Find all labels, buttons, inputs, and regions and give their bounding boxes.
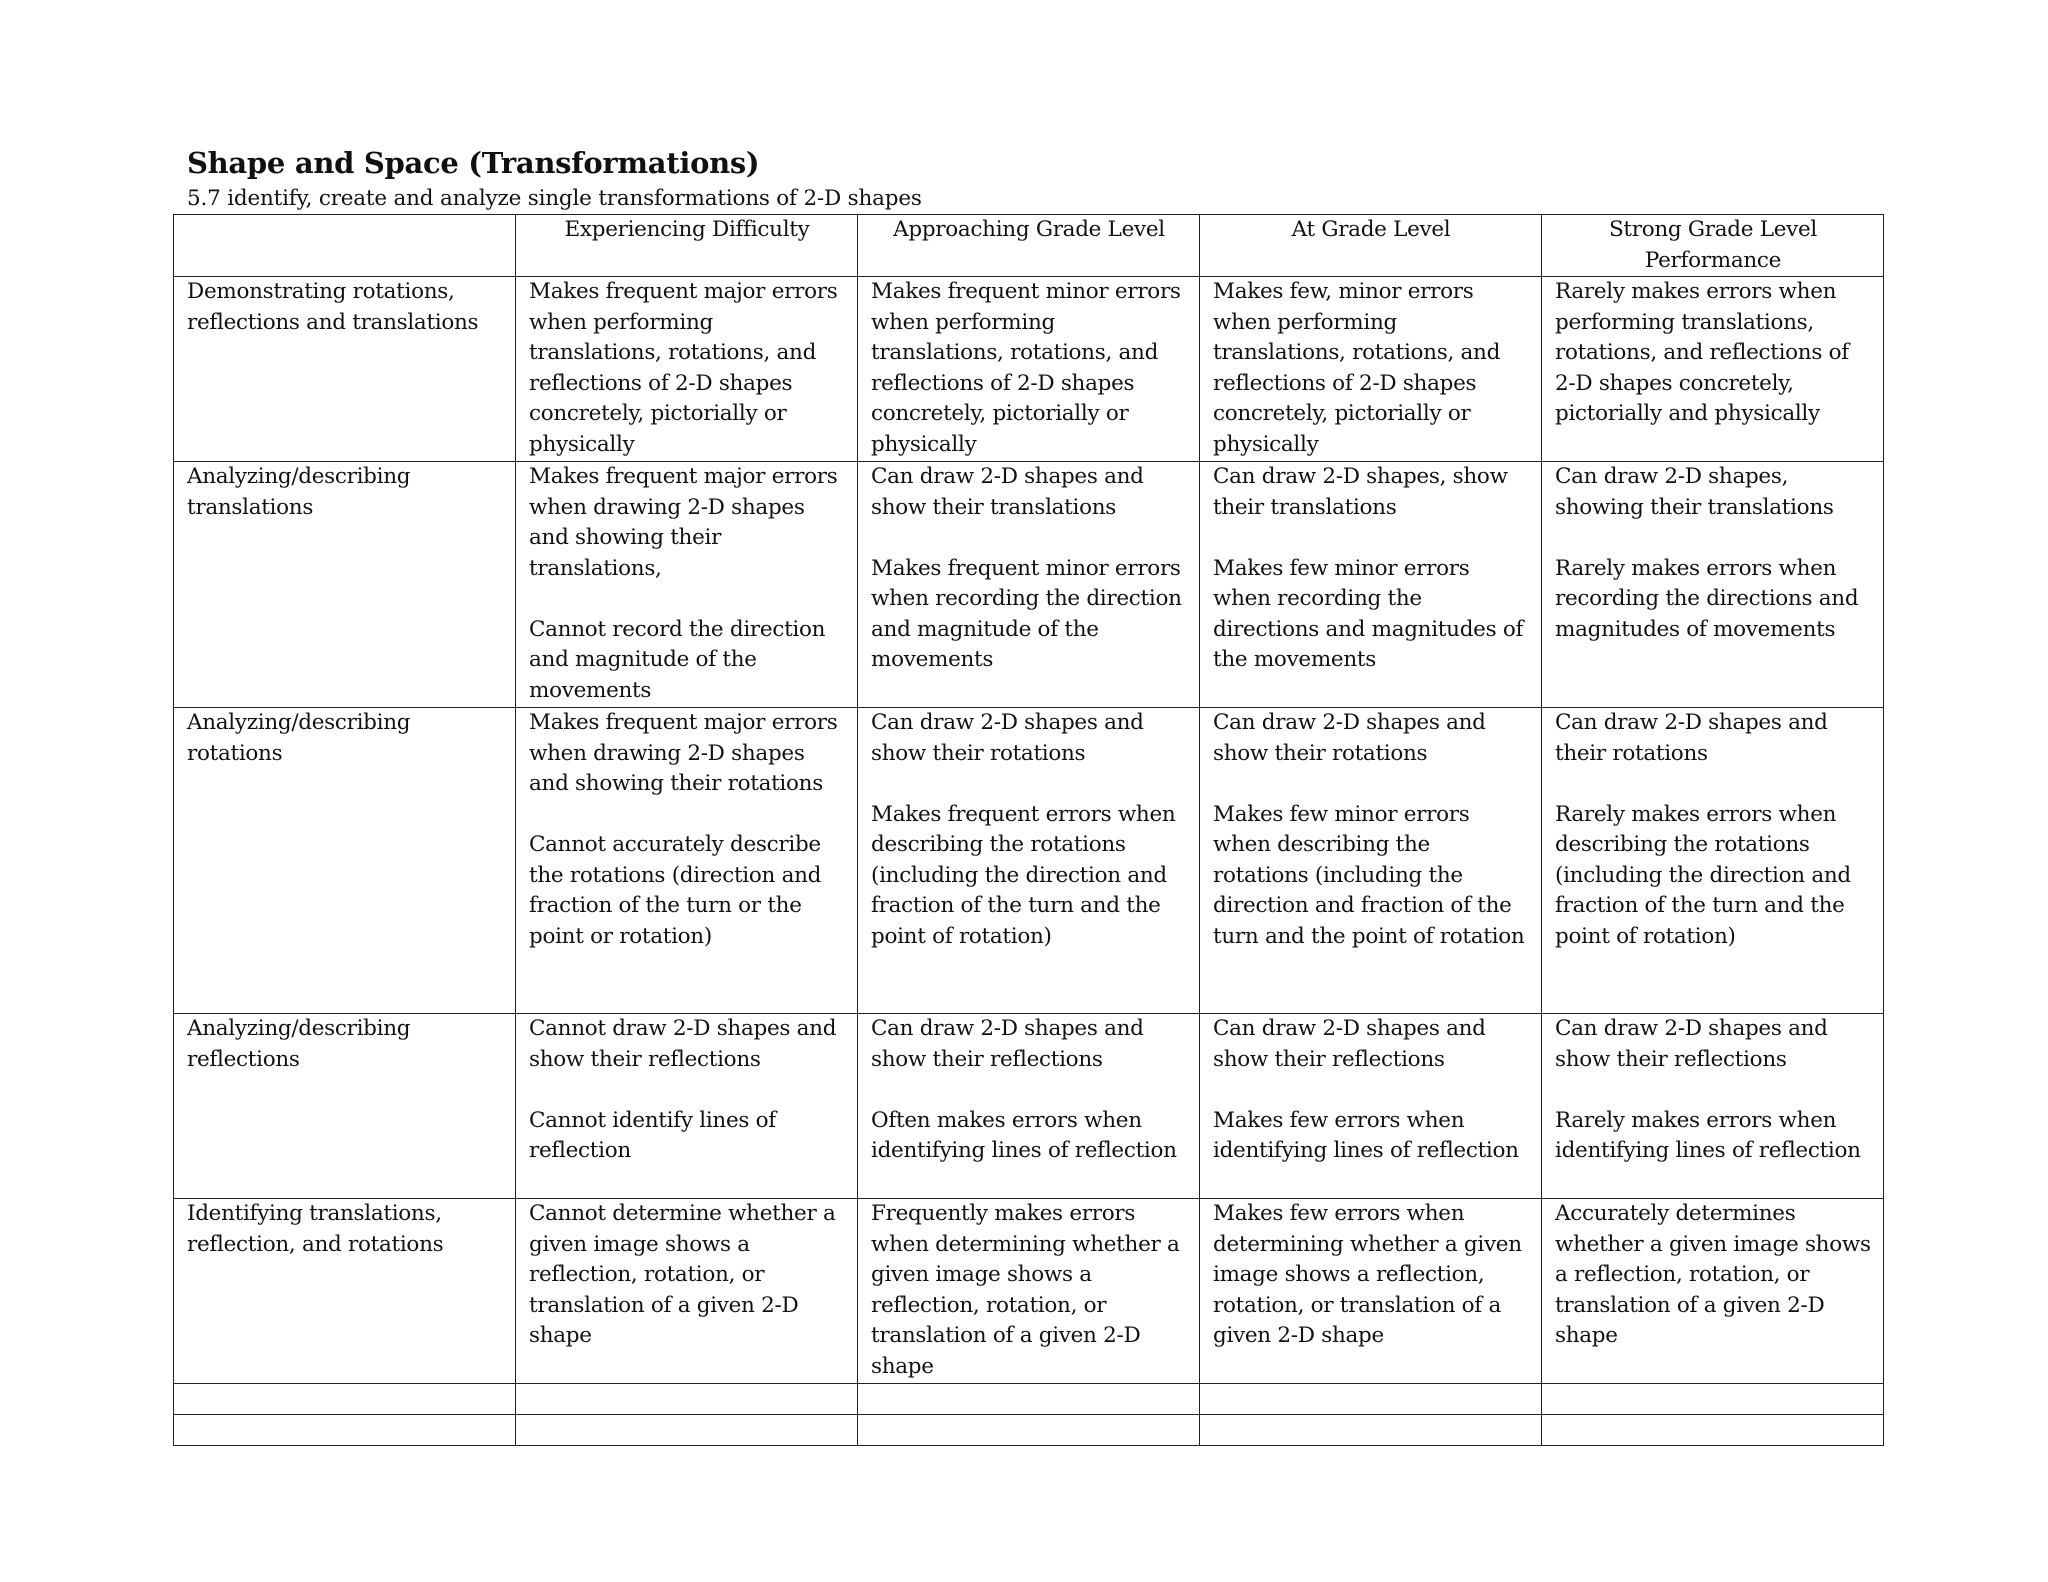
header-cell-at-grade-level [1200,215,1542,277]
descriptor-cell: Makes frequent major errors when performing translations, rotations, and reflections of 2-D shapes concretely, pictorially or physically [516,277,858,462]
criterion-cell: Analyzing/describing reflections [174,1014,516,1199]
descriptor-cell: Can draw 2-D shapes and show their reflections Makes few errors when identifying lines of reflection [1200,1014,1542,1199]
table-row [174,277,1884,462]
descriptor-cell: Accurately determines whether a given image shows a reflection, rotation, or translation of a given 2-D shape [1542,1199,1884,1384]
descriptor-cell: Can draw 2-D shapes and their rotations Rarely makes errors when describing the rotations (including the direction and fraction of the turn and the point of rotation) [1542,708,1884,1014]
header-label: Strong Grade Level Performance [1609,217,1817,273]
criterion-cell: Identifying translations, reflection, and rotations [174,1199,516,1384]
empty-cell [1542,1384,1884,1415]
descriptor-cell: Makes frequent major errors when drawing 2-D shapes and showing their translations, Cannot record the direction and magnitude of the movements [516,462,858,708]
criterion-cell: Demonstrating rotations, reflections and translations [174,277,516,462]
table-row [174,462,1884,708]
document-title: Shape and Space (Transformations) [187,146,760,180]
empty-cell [858,1384,1200,1415]
empty-cell [516,1415,858,1446]
empty-cell [174,1384,516,1415]
rubric-table [173,214,1884,1446]
descriptor-cell: Can draw 2-D shapes, show their translations Makes few minor errors when recording the directions and magnitudes of the movements [1200,462,1542,708]
table-row [174,1199,1884,1384]
descriptor-cell: Makes frequent major errors when drawing 2-D shapes and showing their rotations Cannot accurately describe the rotations (direction and fraction of the turn or the point or rotation) [516,708,858,1014]
header-cell-approaching-grade-level [858,215,1200,277]
empty-cell [1542,1415,1884,1446]
header-label: Approaching Grade Level [893,217,1165,242]
table-row [174,708,1884,1014]
empty-cell [174,1415,516,1446]
empty-cell [516,1384,858,1415]
descriptor-cell: Rarely makes errors when performing translations, rotations, and reflections of 2-D shapes concretely, pictorially and physically [1542,277,1884,462]
descriptor-cell: Cannot draw 2-D shapes and show their reflections Cannot identify lines of reflection [516,1014,858,1199]
header-label: Experiencing Difficulty [564,217,810,242]
descriptor-cell: Cannot determine whether a given image shows a reflection, rotation, or translation of a given 2-D shape [516,1199,858,1384]
empty-cell [1200,1415,1542,1446]
descriptor-cell: Frequently makes errors when determining whether a given image shows a reflection, rotation, or translation of a given 2-D shape [858,1199,1200,1384]
header-label: At Grade Level [1291,217,1451,242]
header-row [174,215,1884,277]
empty-table-row [174,1384,1884,1415]
descriptor-cell: Makes few, minor errors when performing translations, rotations, and reflections of 2-D shapes concretely, pictorially or physically [1200,277,1542,462]
descriptor-cell: Can draw 2-D shapes and show their reflections Often makes errors when identifying lines of reflection [858,1014,1200,1199]
document-subtitle: 5.7 identify, create and analyze single transformations of 2-D shapes [187,186,922,211]
descriptor-cell: Can draw 2-D shapes and show their translations Makes frequent minor errors when recording the direction and magnitude of the movements [858,462,1200,708]
descriptor-cell: Can draw 2-D shapes and show their rotations Makes few minor errors when describing the rotations (including the direction and fraction of the turn and the point of rotation [1200,708,1542,1014]
descriptor-cell: Can draw 2-D shapes and show their rotations Makes frequent errors when describing the rotations (including the direction and fraction of the turn and the point of rotation) [858,708,1200,1014]
empty-cell [1200,1384,1542,1415]
empty-cell [858,1415,1200,1446]
descriptor-cell: Can draw 2-D shapes, showing their translations Rarely makes errors when recording the directions and magnitudes of movements [1542,462,1884,708]
descriptor-cell: Can draw 2-D shapes and show their reflections Rarely makes errors when identifying lines of reflection [1542,1014,1884,1199]
criterion-cell: Analyzing/describing rotations [174,708,516,1014]
empty-table-row [174,1415,1884,1446]
header-cell-blank [174,215,516,277]
criterion-cell: Analyzing/describing translations [174,462,516,708]
descriptor-cell: Makes frequent minor errors when performing translations, rotations, and reflections of 2-D shapes concretely, pictorially or physically [858,277,1200,462]
table-row [174,1014,1884,1199]
header-cell-strong-grade-level [1542,215,1884,277]
descriptor-cell: Makes few errors when determining whether a given image shows a reflection, rotation, or translation of a given 2-D shape [1200,1199,1542,1384]
header-cell-experiencing-difficulty [516,215,858,277]
